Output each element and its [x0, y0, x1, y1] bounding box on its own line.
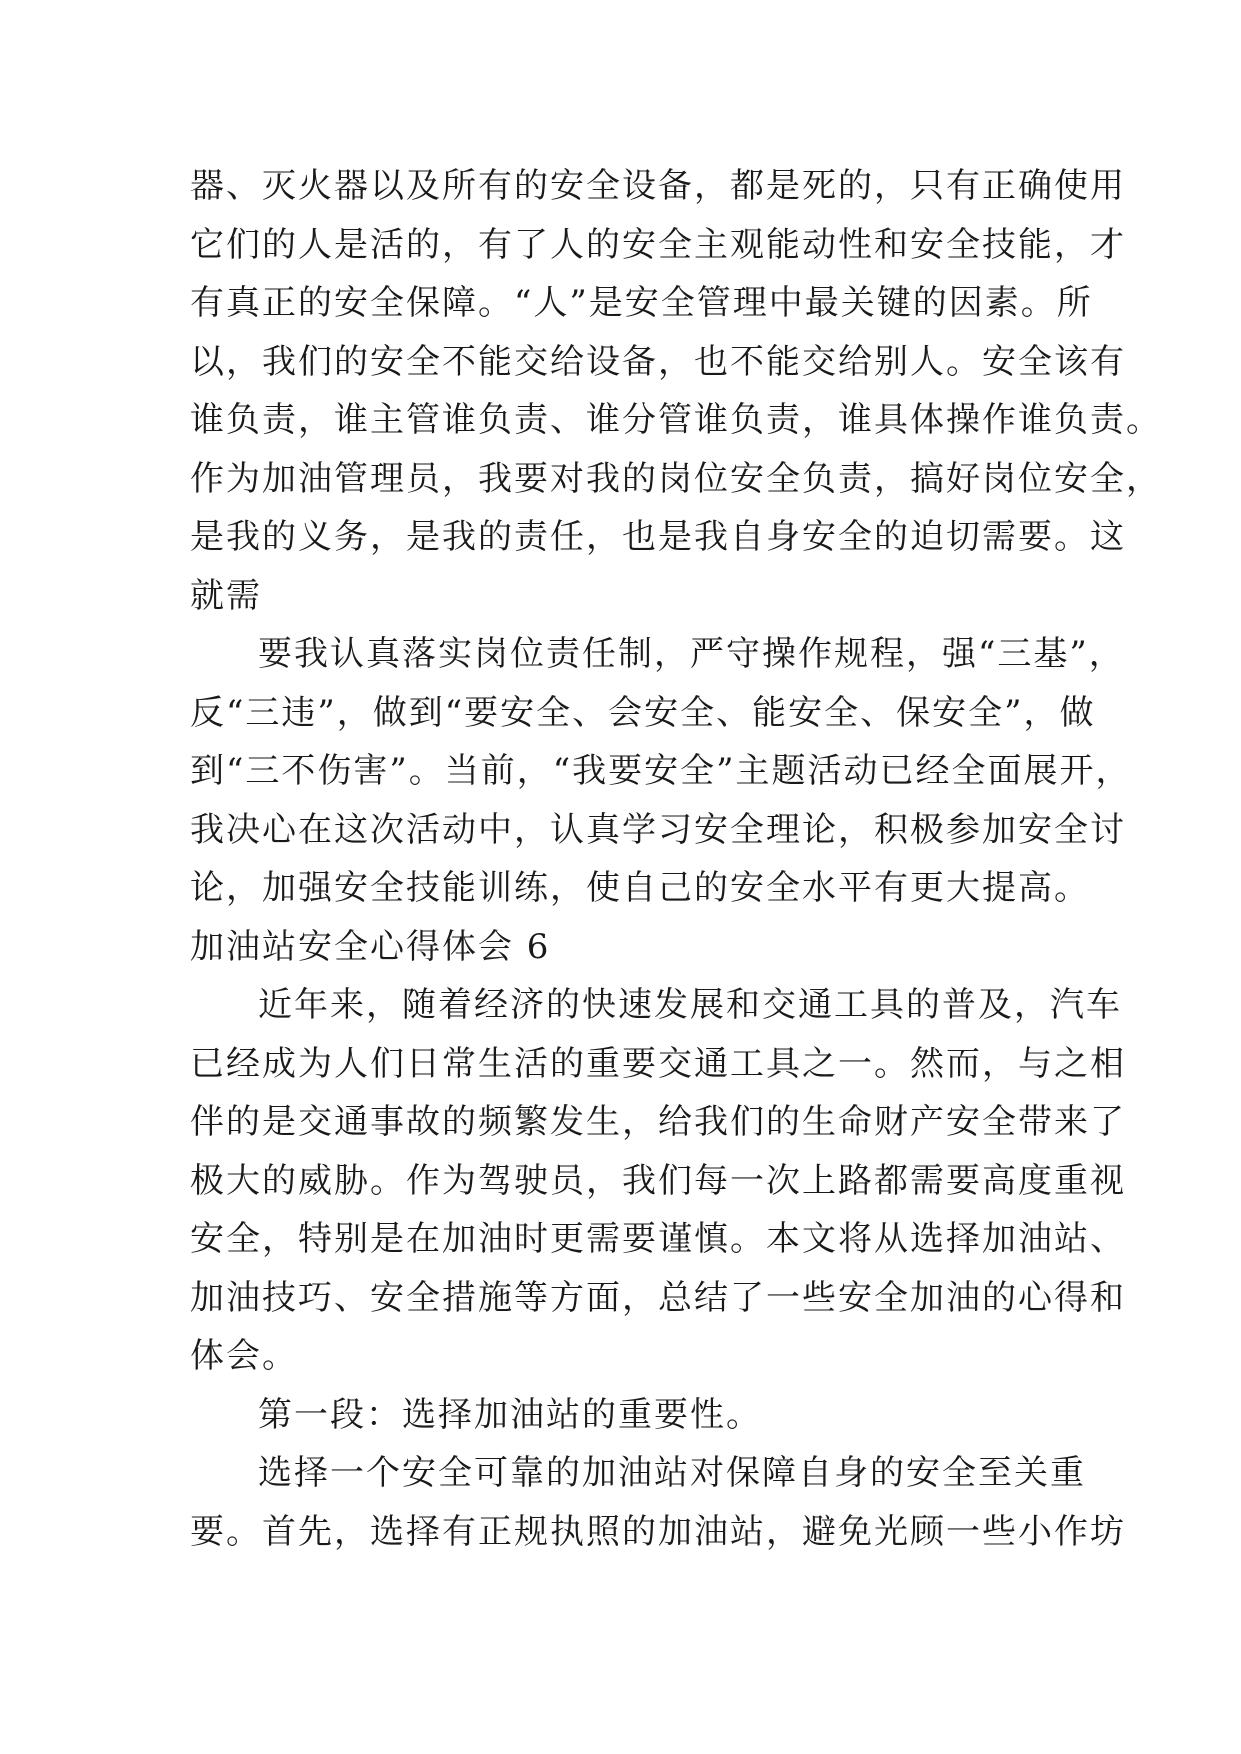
text-line: 到“三不伤害”。当前，“我要安全”主题活动已经全面展开， [190, 751, 1132, 791]
text-line: 安全，特别是在加油时更需要谨慎。本文将从选择加油站、 [190, 1219, 1126, 1259]
text-line: 就需 [190, 575, 262, 616]
text-line: 以，我们的安全不能交给设备，也不能交给别人。安全该有 [190, 341, 1126, 382]
text-line: 伴的是交通事故的频繁发生，给我们的生命财产安全带来了 [190, 1102, 1126, 1142]
text-line: 加油站安全心得体会 6 [190, 926, 551, 967]
text-line: 要我认真落实岗位责任制，严守操作规程，强“三基”， [258, 634, 1125, 674]
text-line: 作为加油管理员，我要对我的岗位安全负责，搞好岗位安全， [190, 458, 1162, 499]
text-line: 极大的威胁。作为驾驶员，我们每一次上路都需要高度重视 [190, 1160, 1126, 1201]
text-line: 是我的义务，是我的责任，也是我自身安全的迫切需要。这 [190, 517, 1126, 557]
text-line: 我决心在这次活动中，认真学习安全理论，积极参加安全讨 [190, 809, 1126, 850]
text-line: 加油技巧、安全措施等方面，总结了一些安全加油的心得和 [190, 1277, 1126, 1318]
text-line: 近年来，随着经济的快速发展和交通工具的普及，汽车 [258, 985, 1122, 1025]
text-line: 论，加强安全技能训练，使自己的安全水平有更大提高。 [190, 868, 1090, 908]
text-line: 器、灭火器以及所有的安全设备，都是死的，只有正确使用 [190, 166, 1126, 206]
text-line: 体会。 [190, 1336, 298, 1376]
text-line: 已经成为人们日常生活的重要交通工具之一。然而，与之相 [190, 1043, 1126, 1084]
text-line: 选择一个安全可靠的加油站对保障自身的安全至关重 [258, 1453, 1086, 1493]
document-body [190, 157, 1162, 1561]
text-line: 要。首先，选择有正规执照的加油站，避免光顾一些小作坊 [190, 1511, 1126, 1552]
text-line: 有真正的安全保障。“人”是安全管理中最关键的因素。所 [190, 283, 1093, 323]
text-line: 第一段：选择加油站的重要性。 [258, 1394, 762, 1435]
text-line: 谁负责，谁主管谁负责、谁分管谁负责，谁具体操作谁负责。 [190, 400, 1162, 440]
text-line: 反“三违”，做到“要安全、会安全、能安全、保安全”，做 [190, 692, 1096, 733]
text-line: 它们的人是活的，有了人的安全主观能动性和安全技能，才 [190, 224, 1126, 265]
